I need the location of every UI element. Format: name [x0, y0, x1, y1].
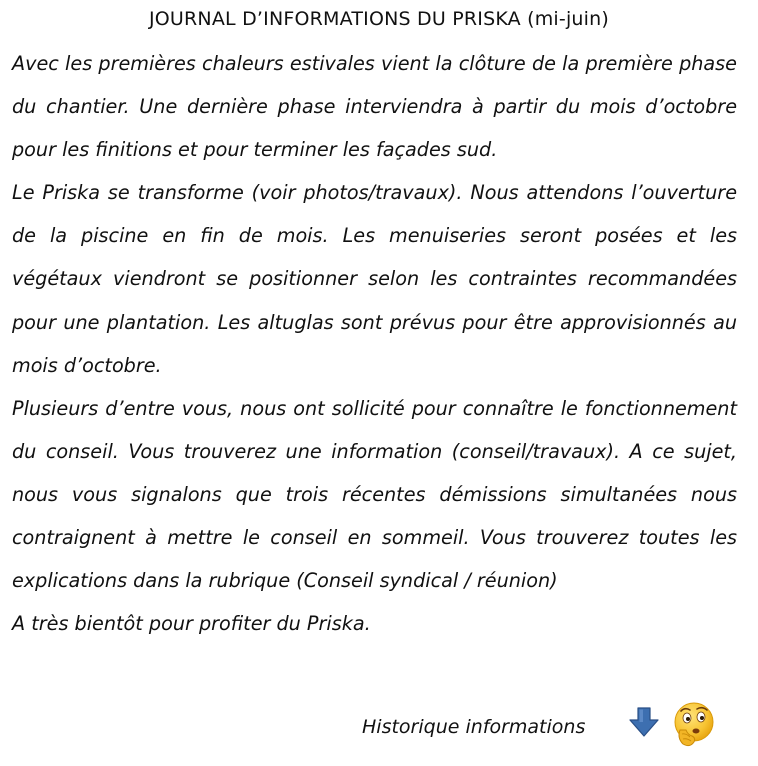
journal-body: [12, 42, 737, 645]
journal-title: JOURNAL D’INFORMATIONS DU PRISKA (mi-juin): [148, 8, 610, 30]
paragraph-closing: A très bientôt pour profiter du Priska.: [12, 612, 371, 636]
footer: [0, 698, 758, 754]
paragraph-conseil: Plusieurs d’entre vous, nous ont sollicité pour connaître le fonctionnement du conseil. Vous trouverez une information (conseil/travaux). A ce sujet, nous vous signalons que trois récentes démissions simultanées nous contraignent à mettre le conseil en sommeil. Vous trouverez toutes les explications dans la rubrique (Conseil syndical / réunion): [12, 396, 737, 593]
history-link[interactable]: Historique informations: [362, 716, 586, 738]
arrow-down-icon[interactable]: [627, 707, 661, 737]
paragraph-transformation: Le Priska se transforme (voir photos/travaux). Nous attendons l’ouverture de la piscine en fin de mois. Les menuiseries seront posées et les végétaux viendront se positionner selon les contraintes recommandées pour une plantation. Les altuglas sont prévus pour être approvisionnés au mois d’octobre.: [12, 181, 737, 377]
thinking-face-icon: [666, 700, 720, 750]
paragraph-chantier: Avec les premières chaleurs estivales vient la clôture de la première phase du chantier. Une dernière phase interviendra à partir du mois d’octobre pour les finitions et pour terminer les façades sud.: [12, 52, 737, 162]
